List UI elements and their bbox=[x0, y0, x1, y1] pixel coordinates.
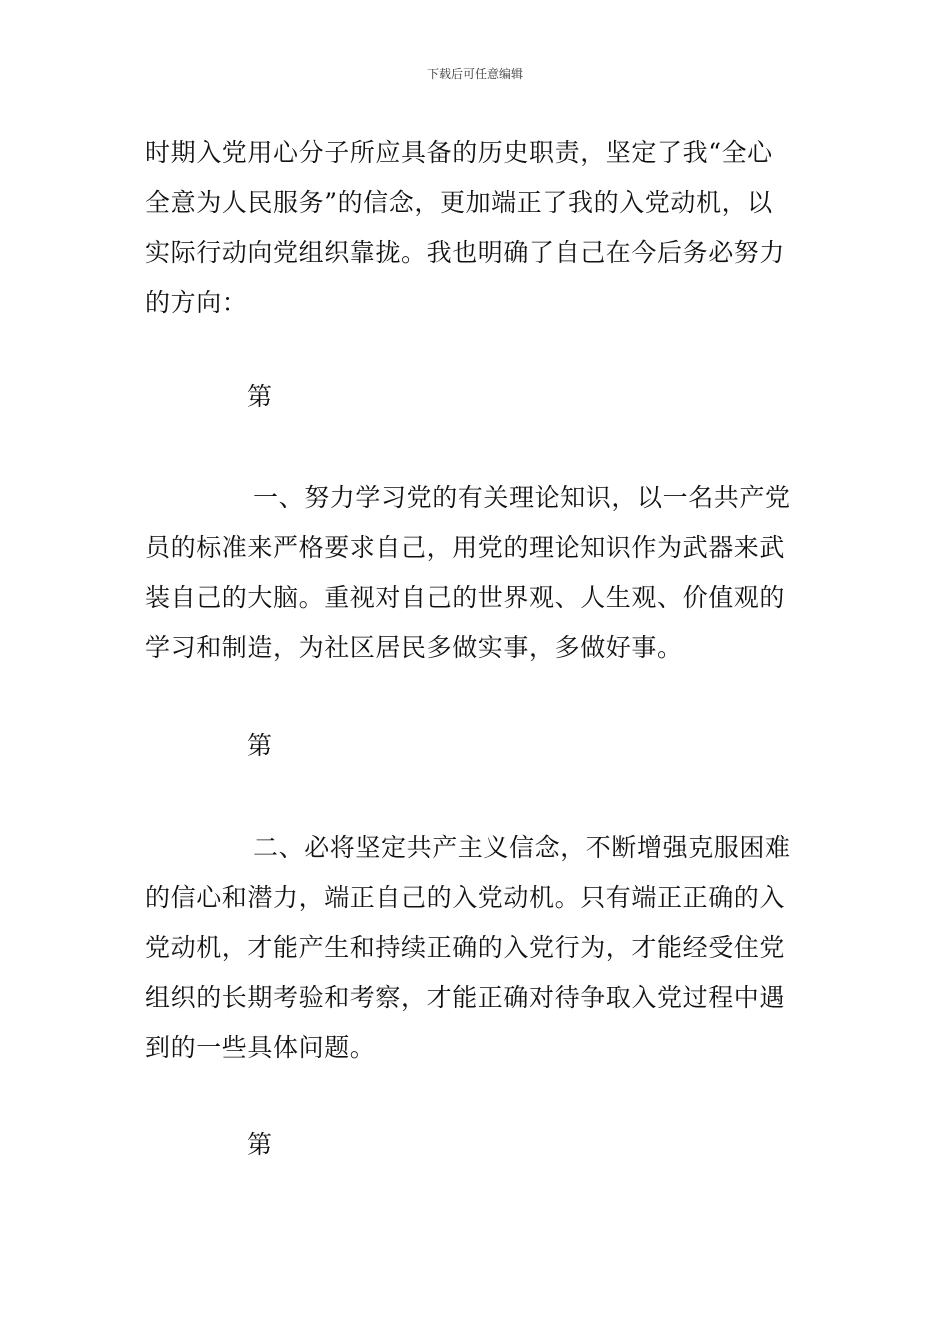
text-line: 全意为人民服务”的信念，更加端正了我的入党动机，以 bbox=[145, 188, 773, 217]
section-marker-2: 第 bbox=[247, 731, 273, 760]
text-line: 到的一些具体问题。 bbox=[145, 1033, 376, 1062]
text-line: 时期入党用心分子所应具备的历史职责，坚定了我“全心 bbox=[145, 138, 773, 167]
text-line: 一、努力学习党的有关理论知识，以一名共产党 bbox=[253, 483, 791, 512]
text-line: 二、必将坚定共产主义信念，不断增强克服困难 bbox=[253, 833, 791, 862]
text-line: 实际行动向党组织靠拢。我也明确了自己在今后务必努力 bbox=[145, 238, 786, 267]
section-marker-1: 第 bbox=[247, 382, 273, 411]
paragraph-point-1 bbox=[145, 473, 810, 673]
text-line: 员的标准来严格要求自己，用党的理论知识作为武器来武 bbox=[145, 533, 786, 562]
text-line: 党动机，才能产生和持续正确的入党行为，才能经受住党 bbox=[145, 933, 786, 962]
text-line: 的方向： bbox=[145, 288, 248, 317]
text-line: 装自己的大脑。重视对自己的世界观、人生观、价值观的 bbox=[145, 583, 786, 612]
paragraph-point-2 bbox=[145, 823, 810, 1073]
text-line: 组织的长期考验和考察，才能正确对待争取入党过程中遇 bbox=[145, 983, 786, 1012]
paragraph-intro bbox=[145, 128, 810, 328]
text-line: 的信心和潜力，端正自己的入党动机。只有端正正确的入 bbox=[145, 883, 786, 912]
section-marker-3: 第 bbox=[247, 1130, 273, 1159]
text-line: 学习和制造，为社区居民多做实事，多做好事。 bbox=[145, 633, 683, 662]
page-header: 下载后可任意编辑 bbox=[426, 67, 523, 81]
